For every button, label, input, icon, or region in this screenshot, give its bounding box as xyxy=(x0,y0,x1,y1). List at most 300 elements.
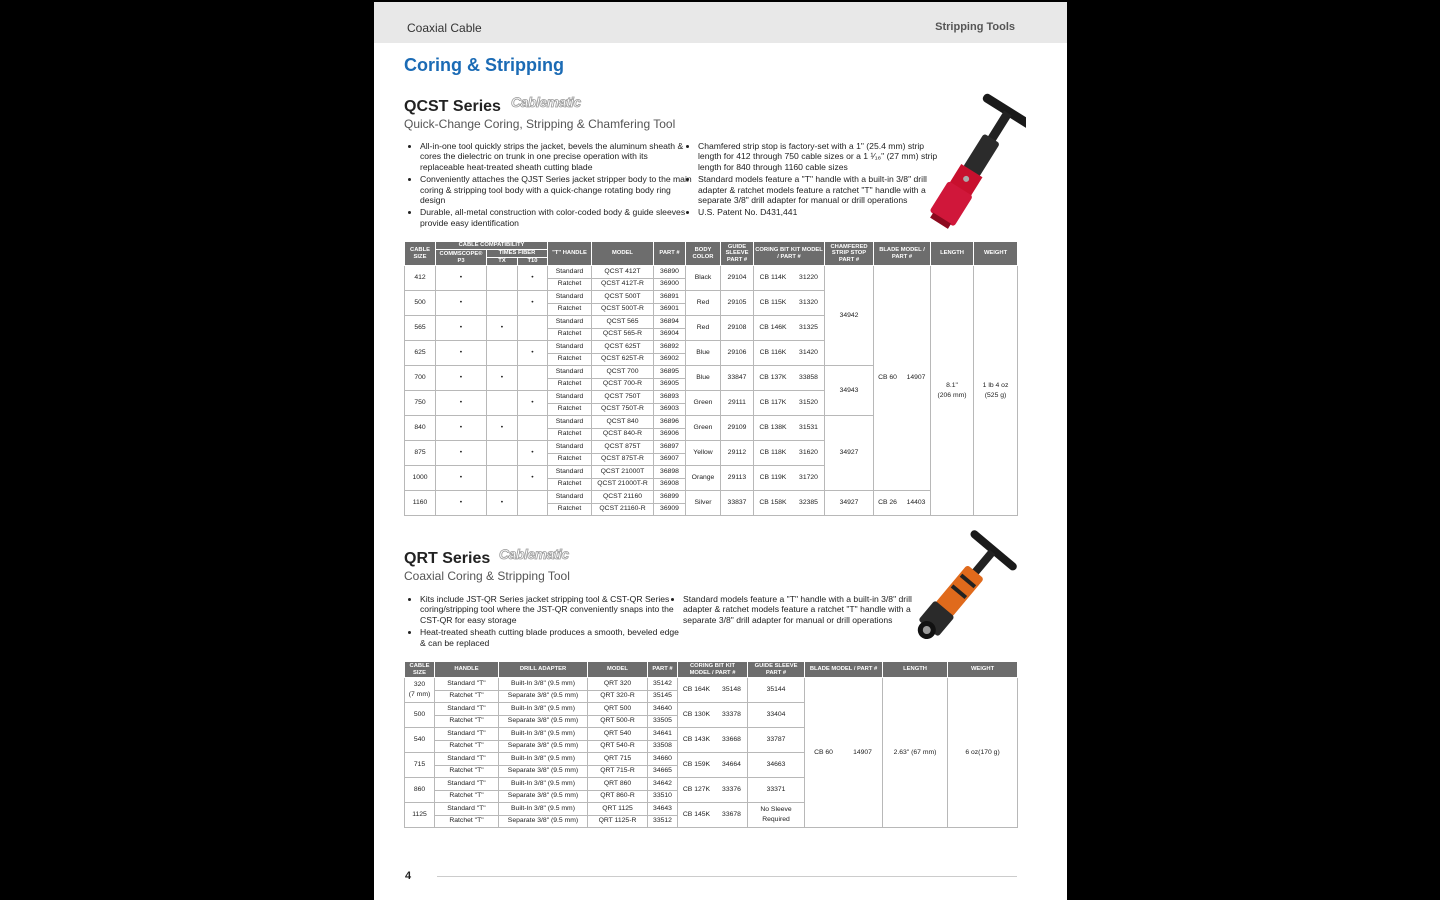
model-cell: QRT 500-R xyxy=(588,715,648,728)
cable-size-value: 320 xyxy=(413,681,426,688)
coring-bit-part-cell: 33858 xyxy=(793,366,825,391)
chamfer-strip-stop-cell: 34943 xyxy=(825,366,874,416)
model-cell: QRT 860 xyxy=(588,778,648,791)
cable-size-cell: 1000 xyxy=(405,466,436,491)
cable-size-cell xyxy=(405,678,435,703)
handle-cell: Ratchet "T" xyxy=(435,740,499,753)
commscope-p3-cell: • xyxy=(436,316,487,341)
handle-cell: Standard "T" xyxy=(435,703,499,716)
model-cell: QRT 1125 xyxy=(588,803,648,816)
handle-cell: Standard xyxy=(548,416,592,429)
coring-bit-model-cell: CB 138K xyxy=(754,416,793,441)
cable-size-cell xyxy=(405,753,435,778)
coring-bit-part-cell: 33668 xyxy=(716,728,748,753)
handle-cell: Ratchet xyxy=(548,353,592,366)
commscope-p3-cell: • xyxy=(436,491,487,516)
part-cell: 33505 xyxy=(648,715,678,728)
guide-sleeve-cell: 29105 xyxy=(721,291,754,316)
model-cell: QCST 565 xyxy=(592,316,654,329)
part-cell: 34643 xyxy=(648,803,678,816)
handle-cell: Standard xyxy=(548,291,592,304)
t10-cell: • xyxy=(518,466,548,491)
body-color-cell: Black xyxy=(686,266,721,291)
cable-size-cell: 412 xyxy=(405,266,436,291)
coring-bit-part-cell: 31220 xyxy=(793,266,825,291)
tx-cell: • xyxy=(487,491,518,516)
model-cell: QCST 625T-R xyxy=(592,353,654,366)
th-weight: WEIGHT xyxy=(974,242,1018,266)
coring-bit-model-cell: CB 116K xyxy=(754,341,793,366)
qcst-series-title: QCST Series xyxy=(404,98,501,115)
handle-cell: Standard xyxy=(548,316,592,329)
part-cell: 36904 xyxy=(654,328,686,341)
coring-bit-part-cell: 31420 xyxy=(793,341,825,366)
part-cell: 36908 xyxy=(654,478,686,491)
th-cable-size: CABLE SIZE xyxy=(405,662,435,678)
part-cell: 36895 xyxy=(654,366,686,379)
cable-size-cell: 625 xyxy=(405,341,436,366)
blade-part-cell: 14403 xyxy=(902,491,931,516)
body-color-cell: Red xyxy=(686,316,721,341)
body-color-cell: Blue xyxy=(686,341,721,366)
drill-adapter-cell: Built-In 3/8" (9.5 mm) xyxy=(499,728,588,741)
drill-adapter-cell: Separate 3/8" (9.5 mm) xyxy=(499,690,588,703)
coring-bit-model-cell: CB 127K xyxy=(678,778,716,803)
tx-cell xyxy=(487,391,518,416)
qcst-features-left xyxy=(407,141,692,230)
t10-cell: • xyxy=(518,441,548,466)
guide-sleeve-cell: 33847 xyxy=(721,366,754,391)
cable-size-cell xyxy=(405,803,435,828)
model-cell: QRT 540-R xyxy=(588,740,648,753)
t10-cell xyxy=(518,491,548,516)
commscope-p3-cell: • xyxy=(436,366,487,391)
cable-size-cell xyxy=(405,778,435,803)
drill-adapter-cell: Built-In 3/8" (9.5 mm) xyxy=(499,803,588,816)
guide-sleeve-value: 33787 xyxy=(766,736,786,743)
qrt-subtitle: Coaxial Coring & Stripping Tool xyxy=(404,569,570,583)
coring-bit-part-cell: 35148 xyxy=(716,678,748,703)
body-color-cell: Orange xyxy=(686,466,721,491)
t10-cell: • xyxy=(518,291,548,316)
coring-bit-part-cell: 31620 xyxy=(793,441,825,466)
part-cell: 36905 xyxy=(654,378,686,391)
model-cell: QRT 715-R xyxy=(588,765,648,778)
th-t10: T10 xyxy=(518,258,548,266)
th-model: MODEL xyxy=(588,662,648,678)
qrt-series-title: QRT Series xyxy=(404,550,491,567)
handle-cell: Standard "T" xyxy=(435,803,499,816)
tx-cell xyxy=(487,466,518,491)
blade-part-cell: 14907 xyxy=(843,678,883,828)
handle-cell: Ratchet xyxy=(548,428,592,441)
handle-cell: Standard xyxy=(548,491,592,504)
cable-size-cell: 840 xyxy=(405,416,436,441)
header-category: Coaxial Cable xyxy=(407,21,482,35)
model-cell: QCST 412T-R xyxy=(592,278,654,291)
coring-bit-model-cell: CB 115K xyxy=(754,291,793,316)
part-cell: 36898 xyxy=(654,466,686,479)
part-cell: 36902 xyxy=(654,353,686,366)
th-cable-size: CABLE SIZE xyxy=(405,242,436,266)
t10-cell: • xyxy=(518,266,548,291)
model-cell: QCST 500T-R xyxy=(592,303,654,316)
feature-bullet: • Chamfered strip stop is factory-set with a 1" (25.4 mm) strip length for 412 through 750 cable sizes or a 1 ¹⁄₁₆" (27 mm) strip length for 840 through 1160 cable sizes xyxy=(698,141,946,172)
tx-cell: • xyxy=(487,416,518,441)
cable-size-cell: 500 xyxy=(405,291,436,316)
guide-sleeve-value: 34663 xyxy=(766,761,786,768)
model-cell: QCST 625T xyxy=(592,341,654,354)
th-cable-compatibility: CABLE COMPATIBILITY xyxy=(436,242,548,250)
handle-cell: Standard "T" xyxy=(435,678,499,691)
coring-bit-part-cell: 34664 xyxy=(716,753,748,778)
handle-cell: Standard xyxy=(548,366,592,379)
part-cell: 36899 xyxy=(654,491,686,504)
guide-sleeve-cell: 29104 xyxy=(721,266,754,291)
coring-bit-model-cell: CB 114K xyxy=(754,266,793,291)
blade-model-cell: CB 26 xyxy=(874,491,902,516)
th-handle: HANDLE xyxy=(435,662,499,678)
handle-cell: Standard xyxy=(548,341,592,354)
t10-cell: • xyxy=(518,391,548,416)
blade-part-cell: 14907 xyxy=(902,266,931,491)
weight-metric: (525 g) xyxy=(984,391,1007,399)
handle-cell: Standard xyxy=(548,266,592,279)
model-cell: QRT 540 xyxy=(588,728,648,741)
part-cell: 34660 xyxy=(648,753,678,766)
body-color-cell: Green xyxy=(686,391,721,416)
feature-bullet: • Kits include JST-QR Series jacket stripping tool & CST-QR Series coring/stripping tool where the JST-QR conveniently snaps into the CST-QR for easy storage xyxy=(420,594,686,625)
guide-sleeve-cell xyxy=(748,753,805,778)
tx-cell xyxy=(487,341,518,366)
tx-cell xyxy=(487,291,518,316)
part-cell: 34640 xyxy=(648,703,678,716)
commscope-p3-cell: • xyxy=(436,341,487,366)
chamfer-strip-stop-cell: 34942 xyxy=(825,266,874,366)
drill-adapter-cell: Built-In 3/8" (9.5 mm) xyxy=(499,703,588,716)
qcst-brand-logo: Cablematic xyxy=(511,94,581,110)
cable-size-cell: 1160 xyxy=(405,491,436,516)
part-cell: 35142 xyxy=(648,678,678,691)
cable-size-value: 860 xyxy=(413,786,426,793)
qrt-tool-photo xyxy=(892,527,1022,662)
part-cell: 36909 xyxy=(654,503,686,516)
commscope-p3-cell: • xyxy=(436,266,487,291)
model-cell: QRT 320 xyxy=(588,678,648,691)
model-cell: QCST 700 xyxy=(592,366,654,379)
table-row xyxy=(405,491,1018,504)
th-times-fiber: TIMES FIBER xyxy=(487,250,548,258)
part-cell: 33510 xyxy=(648,790,678,803)
body-color-cell: Red xyxy=(686,291,721,316)
model-cell: QRT 320-R xyxy=(588,690,648,703)
model-cell: QCST 21160 xyxy=(592,491,654,504)
cable-size-cell: 565 xyxy=(405,316,436,341)
handle-cell: Ratchet "T" xyxy=(435,690,499,703)
drill-adapter-cell: Separate 3/8" (9.5 mm) xyxy=(499,790,588,803)
guide-sleeve-cell xyxy=(748,728,805,753)
weight-cell xyxy=(974,266,1018,516)
t10-cell xyxy=(518,416,548,441)
body-color-cell: Yellow xyxy=(686,441,721,466)
model-cell: QCST 750T xyxy=(592,391,654,404)
model-cell: QCST 700-R xyxy=(592,378,654,391)
model-cell: QCST 500T xyxy=(592,291,654,304)
th-length: LENGTH xyxy=(931,242,974,266)
guide-sleeve-cell: 29111 xyxy=(721,391,754,416)
th-coring-bit: CORING BIT KIT MODEL / PART # xyxy=(754,242,825,266)
qcst-features-right xyxy=(685,141,946,220)
th-drill-adapter: DRILL ADAPTER xyxy=(499,662,588,678)
th-guide-sleeve: GUIDE SLEEVE PART # xyxy=(748,662,805,678)
tx-cell: • xyxy=(487,316,518,341)
handle-cell: Ratchet "T" xyxy=(435,715,499,728)
weight-cell: 6 oz(170 g) xyxy=(948,678,1018,828)
t10-cell xyxy=(518,316,548,341)
cable-size-value: 715 xyxy=(413,761,426,768)
length-cell: 2.63" (67 mm) xyxy=(883,678,948,828)
coring-bit-part-cell: 31320 xyxy=(793,291,825,316)
coring-bit-part-cell: 31720 xyxy=(793,466,825,491)
length-metric: (206 mm) xyxy=(937,391,967,399)
part-cell: 36894 xyxy=(654,316,686,329)
guide-sleeve-note: Required xyxy=(762,816,790,823)
coring-bit-model-cell: CB 130K xyxy=(678,703,716,728)
weight-value: 1 lb 4 oz xyxy=(982,381,1009,389)
cable-size-cell xyxy=(405,728,435,753)
commscope-p3-cell: • xyxy=(436,391,487,416)
part-cell: 36900 xyxy=(654,278,686,291)
th-commscope: COMMSCOPE® P3 xyxy=(436,250,487,266)
chamfer-strip-stop-cell: 34927 xyxy=(825,416,874,491)
qrt-brand-logo: Cablematic xyxy=(499,546,569,562)
part-cell: 36896 xyxy=(654,416,686,429)
handle-cell: Ratchet xyxy=(548,453,592,466)
feature-bullet: • Heat-treated sheath cutting blade produces a smooth, beveled edge & can be replaced xyxy=(420,627,686,648)
guide-sleeve-cell xyxy=(748,703,805,728)
cable-size-cell: 750 xyxy=(405,391,436,416)
part-cell: 35145 xyxy=(648,690,678,703)
coring-bit-part-cell: 33378 xyxy=(716,703,748,728)
guide-sleeve-cell xyxy=(748,678,805,703)
guide-sleeve-value: 33404 xyxy=(766,711,786,718)
coring-bit-model-cell: CB 118K xyxy=(754,441,793,466)
th-guide-sleeve: GUIDE SLEEVE PART # xyxy=(721,242,754,266)
body-color-cell: Blue xyxy=(686,366,721,391)
feature-bullet: • Durable, all-metal construction with color-coded body & guide sleeves provide easy identification xyxy=(420,207,692,228)
guide-sleeve-value: 33371 xyxy=(766,786,786,793)
feature-bullet: • Standard models feature a "T" handle with a built-in 3/8" drill adapter & ratchet models feature a ratchet "T" handle with a separate 3/8" drill adapter for manual or drill operations xyxy=(698,174,946,205)
commscope-p3-cell: • xyxy=(436,291,487,316)
part-cell: 36891 xyxy=(654,291,686,304)
coring-bit-model-cell: CB 137K xyxy=(754,366,793,391)
part-cell: 33512 xyxy=(648,815,678,828)
model-cell: QCST 840 xyxy=(592,416,654,429)
chamfer-strip-stop-cell: 34927 xyxy=(825,491,874,516)
commscope-p3-cell: • xyxy=(436,441,487,466)
feature-bullet: • Conveniently attaches the QJST Series jacket stripper body to the main coring & stripping tool body with a quick-change rotating body ring design xyxy=(420,174,692,205)
handle-cell: Ratchet xyxy=(548,278,592,291)
coring-bit-model-cell: CB 146K xyxy=(754,316,793,341)
guide-sleeve-cell: 29108 xyxy=(721,316,754,341)
cable-size-metric: (7 mm) xyxy=(408,691,431,698)
handle-cell: Standard xyxy=(548,441,592,454)
section-title: Coring & Stripping xyxy=(404,55,564,75)
handle-cell: Standard "T" xyxy=(435,728,499,741)
th-coring-bit: CORING BIT KIT MODEL / PART # xyxy=(678,662,748,678)
coring-bit-part-cell: 31520 xyxy=(793,391,825,416)
tx-cell: • xyxy=(487,366,518,391)
catalog-page xyxy=(374,2,1067,900)
body-color-cell: Green xyxy=(686,416,721,441)
cable-size-cell: 700 xyxy=(405,366,436,391)
coring-bit-part-cell: 33376 xyxy=(716,778,748,803)
coring-bit-model-cell: CB 158K xyxy=(754,491,793,516)
part-cell: 36906 xyxy=(654,428,686,441)
length-value: 8.1" xyxy=(946,381,958,389)
drill-adapter-cell: Separate 3/8" (9.5 mm) xyxy=(499,740,588,753)
th-part: PART # xyxy=(654,242,686,266)
feature-bullet: • Standard models feature a "T" handle with a built-in 3/8" drill adapter & ratchet models feature a ratchet "T" handle with a separate 3/8" drill adapter for manual or drill operations xyxy=(683,594,921,625)
coring-bit-model-cell: CB 159K xyxy=(678,753,716,778)
length-cell xyxy=(931,266,974,516)
th-part: PART # xyxy=(648,662,678,678)
handle-cell: Standard "T" xyxy=(435,753,499,766)
guide-sleeve-cell: 29106 xyxy=(721,341,754,366)
part-cell: 36907 xyxy=(654,453,686,466)
handle-cell: Standard xyxy=(548,391,592,404)
part-cell: 33508 xyxy=(648,740,678,753)
coring-bit-part-cell: 33678 xyxy=(716,803,748,828)
guide-sleeve-cell xyxy=(748,778,805,803)
guide-sleeve-cell: 29109 xyxy=(721,416,754,441)
cable-size-cell xyxy=(405,703,435,728)
handle-cell: Ratchet "T" xyxy=(435,815,499,828)
handle-cell: Ratchet xyxy=(548,328,592,341)
drill-adapter-cell: Built-In 3/8" (9.5 mm) xyxy=(499,753,588,766)
model-cell: QCST 875T-R xyxy=(592,453,654,466)
page-number: 4 xyxy=(405,870,412,882)
model-cell: QCST 21000T xyxy=(592,466,654,479)
th-body-color: BODY COLOR xyxy=(686,242,721,266)
qrt-features-left xyxy=(407,594,686,650)
header-section: Stripping Tools xyxy=(935,21,1015,33)
guide-sleeve-cell: 29112 xyxy=(721,441,754,466)
t10-cell xyxy=(518,366,548,391)
part-cell: 36890 xyxy=(654,266,686,279)
th-length: LENGTH xyxy=(883,662,948,678)
model-cell: QCST 875T xyxy=(592,441,654,454)
qcst-tool-photo xyxy=(916,90,1026,240)
qrt-features-right xyxy=(670,594,921,627)
model-cell: QRT 500 xyxy=(588,703,648,716)
blade-model-cell: CB 60 xyxy=(805,678,843,828)
handle-cell: Ratchet "T" xyxy=(435,765,499,778)
handle-cell: Ratchet xyxy=(548,378,592,391)
guide-sleeve-cell: 33837 xyxy=(721,491,754,516)
part-cell: 34665 xyxy=(648,765,678,778)
th-blade: BLADE MODEL / PART # xyxy=(874,242,931,266)
cable-size-value: 540 xyxy=(413,736,426,743)
t10-cell: • xyxy=(518,341,548,366)
coring-bit-part-cell: 31531 xyxy=(793,416,825,441)
part-cell: 34642 xyxy=(648,778,678,791)
part-cell: 36901 xyxy=(654,303,686,316)
th-blade: BLADE MODEL / PART # xyxy=(805,662,883,678)
model-cell: QRT 860-R xyxy=(588,790,648,803)
cable-size-value: 1125 xyxy=(412,811,427,818)
part-cell: 36892 xyxy=(654,341,686,354)
tx-cell xyxy=(487,266,518,291)
cable-size-value: 500 xyxy=(413,711,426,718)
page-header xyxy=(374,2,1067,43)
part-cell: 36893 xyxy=(654,391,686,404)
coring-bit-model-cell: CB 143K xyxy=(678,728,716,753)
model-cell: QCST 21000T-R xyxy=(592,478,654,491)
handle-cell: Standard xyxy=(548,466,592,479)
th-t-handle: "T" HANDLE xyxy=(548,242,592,266)
commscope-p3-cell: • xyxy=(436,466,487,491)
drill-adapter-cell: Built-In 3/8" (9.5 mm) xyxy=(499,678,588,691)
qcst-subtitle: Quick-Change Coring, Stripping & Chamfering Tool xyxy=(404,117,676,131)
model-cell: QCST 840-R xyxy=(592,428,654,441)
footer-rule xyxy=(437,876,1017,877)
commscope-p3-cell: • xyxy=(436,416,487,441)
th-chamfered: CHAMFERED STRIP STOP PART # xyxy=(825,242,874,266)
drill-adapter-cell: Separate 3/8" (9.5 mm) xyxy=(499,715,588,728)
model-cell: QCST 750T-R xyxy=(592,403,654,416)
model-cell: QCST 21160-R xyxy=(592,503,654,516)
guide-sleeve-value: 35144 xyxy=(766,686,786,693)
part-cell: 36903 xyxy=(654,403,686,416)
model-cell: QRT 715 xyxy=(588,753,648,766)
blade-model-cell: CB 60 xyxy=(874,266,902,491)
body-color-cell: Silver xyxy=(686,491,721,516)
coring-bit-model-cell: CB 145K xyxy=(678,803,716,828)
handle-cell: Ratchet xyxy=(548,478,592,491)
feature-bullet: • All-in-one tool quickly strips the jacket, bevels the aluminum sheath & cores the dielectric on trunk in one precise operation with its replaceable heat-treated sheath cutting blade xyxy=(420,141,692,172)
model-cell: QRT 1125-R xyxy=(588,815,648,828)
drill-adapter-cell: Built-In 3/8" (9.5 mm) xyxy=(499,778,588,791)
handle-cell: Ratchet xyxy=(548,503,592,516)
cable-size-cell: 875 xyxy=(405,441,436,466)
qrt-spec-table xyxy=(404,661,1018,828)
feature-bullet: • U.S. Patent No. D431,441 xyxy=(698,207,946,217)
guide-sleeve-cell xyxy=(748,803,805,828)
model-cell: QCST 565-R xyxy=(592,328,654,341)
drill-adapter-cell: Separate 3/8" (9.5 mm) xyxy=(499,765,588,778)
table-row xyxy=(405,678,1018,691)
tx-cell xyxy=(487,441,518,466)
th-model: MODEL xyxy=(592,242,654,266)
qcst-spec-table xyxy=(404,241,1018,516)
guide-sleeve-value: No Sleeve xyxy=(760,806,792,813)
part-cell: 34641 xyxy=(648,728,678,741)
handle-cell: Ratchet xyxy=(548,303,592,316)
handle-cell: Ratchet "T" xyxy=(435,790,499,803)
coring-bit-model-cell: CB 164K xyxy=(678,678,716,703)
th-weight: WEIGHT xyxy=(948,662,1018,678)
coring-bit-model-cell: CB 117K xyxy=(754,391,793,416)
handle-cell: Standard "T" xyxy=(435,778,499,791)
coring-bit-part-cell: 31325 xyxy=(793,316,825,341)
drill-adapter-cell: Separate 3/8" (9.5 mm) xyxy=(499,815,588,828)
table-row xyxy=(405,266,1018,279)
model-cell: QCST 412T xyxy=(592,266,654,279)
th-tx: TX xyxy=(487,258,518,266)
coring-bit-part-cell: 32385 xyxy=(793,491,825,516)
handle-cell: Ratchet xyxy=(548,403,592,416)
